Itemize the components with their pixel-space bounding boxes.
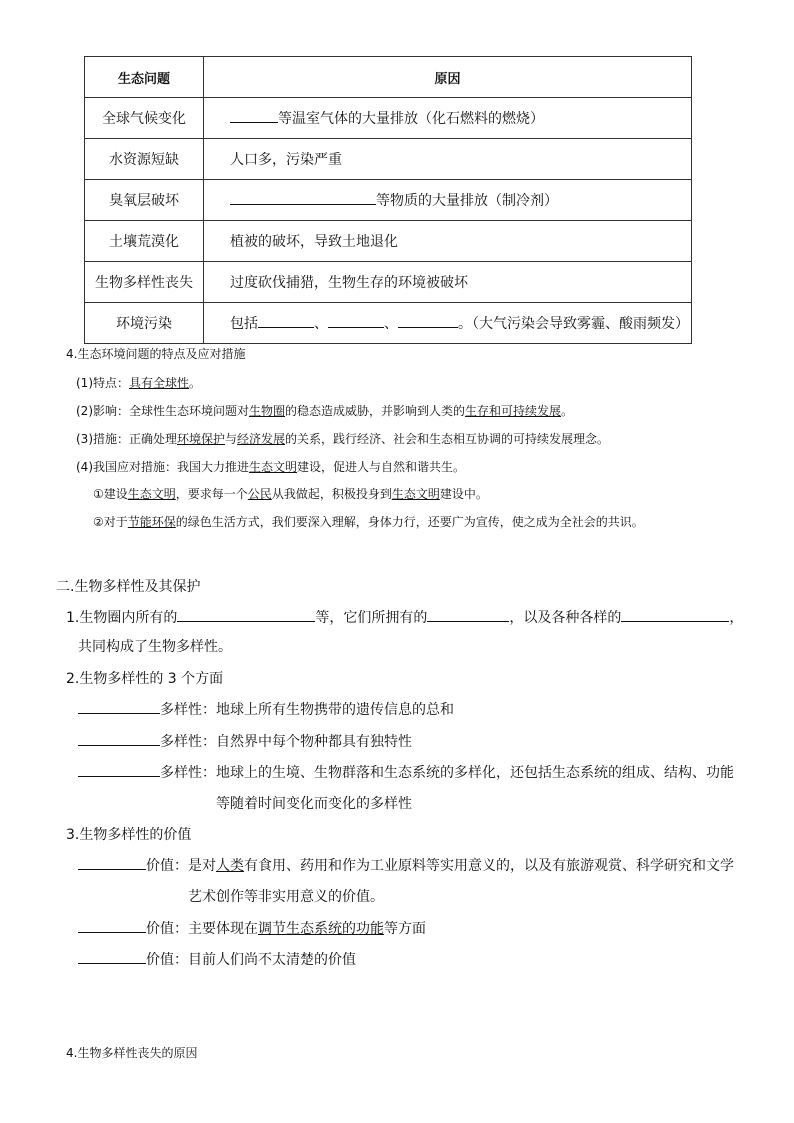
cause-cell (204, 303, 692, 344)
cause-text: 等物质的大量排放（制冷剂） (376, 193, 558, 209)
answer-blank[interactable] (177, 607, 315, 622)
cause-cell (204, 180, 692, 221)
table-row (85, 221, 692, 262)
label: (1)特点： (76, 376, 129, 390)
text: 的关系，践行经济、社会和生态相互协调的可持续发展理念。 (285, 432, 610, 446)
table-header-row (85, 57, 692, 98)
answer: 调节生态系统的功能 (258, 921, 384, 937)
text: 多样性：地球上所有生物携带的遗传信息的总和 (160, 702, 454, 718)
answer-blank[interactable] (230, 190, 376, 205)
section-4-title: 4.生态环境问题的特点及应对措施 (66, 347, 246, 361)
sub1-line (93, 485, 488, 502)
cause-cell: 过度砍伐捕猎，生物生存的环境被破坏 (204, 262, 692, 303)
problem-cell: 臭氧层破坏 (85, 180, 204, 221)
cause-cell (204, 98, 692, 139)
problem-cell: 土壤荒漠化 (85, 221, 204, 262)
table-row (85, 303, 692, 344)
aspect-cont: 等随着时间变化而变化的多样性 (216, 796, 412, 812)
impact-line (76, 402, 573, 419)
text: 价值：是对 (146, 858, 216, 874)
answer: 经济发展 (237, 432, 286, 446)
text: (4)我国应对措施：我国大力推进 (76, 460, 249, 474)
answer: 生存和可持续发展 (465, 404, 562, 418)
answer-blank[interactable] (78, 731, 160, 746)
china-line (76, 458, 465, 475)
table-row (85, 139, 692, 180)
answer: 生态文明 (127, 487, 176, 501)
answer-blank[interactable] (258, 313, 314, 328)
answer-blank[interactable] (78, 855, 146, 870)
answer: 生物圈 (249, 404, 286, 418)
problem-cell: 水资源短缺 (85, 139, 204, 180)
answer: 公民 (247, 487, 272, 501)
answer-blank[interactable] (78, 949, 146, 964)
cause-text: 包括 (230, 316, 258, 332)
problem-cell: 生物多样性丧失 (85, 262, 204, 303)
value-line (78, 918, 426, 938)
answer-blank[interactable] (427, 607, 509, 622)
text: ①建设 (93, 487, 128, 501)
text: (2)影响：全球性生态环境问题对 (76, 404, 249, 418)
text: 建设中。 (439, 487, 488, 501)
text: 的绿色生活方式，我们要深入理解，身体力行，还要广为宣传，使之成为全社会的共识。 (175, 515, 644, 529)
answer: 人类 (216, 858, 244, 874)
cause-text: 。（大气污染会导致雾霾、酸雨频发） (458, 316, 689, 332)
table-row (85, 98, 692, 139)
measure-line (76, 430, 609, 447)
part-2-heading: 二.生物多样性及其保护 (56, 579, 201, 595)
q1-line (66, 607, 743, 627)
text: 价值：主要体现在 (146, 921, 258, 937)
text: 的稳态造成威胁，并影响到人类的 (285, 404, 466, 418)
answer-blank[interactable] (230, 108, 278, 123)
q4-title: 4.生物多样性丧失的原因 (66, 1046, 198, 1060)
trait-line (76, 374, 201, 391)
header-problem: 生态问题 (85, 57, 204, 98)
header-cause: 原因 (204, 57, 692, 98)
aspect-line (78, 762, 734, 782)
text: 等方面 (384, 921, 426, 937)
sub2-line (93, 513, 644, 530)
text: 多样性：自然界中每个物种都具有独特性 (160, 734, 412, 750)
cause-cell: 植被的破坏，导致土地退化 (204, 221, 692, 262)
answer-blank[interactable] (78, 918, 146, 933)
problem-cell: 环境污染 (85, 303, 204, 344)
value-line (78, 949, 356, 969)
aspect-line (78, 731, 412, 751)
value-cont: 艺术创作等非实用意义的价值。 (188, 889, 384, 905)
separator: 、 (384, 316, 398, 332)
text: 与 (225, 432, 238, 446)
answer-blank[interactable] (621, 607, 729, 622)
answer-blank[interactable] (78, 699, 160, 714)
text: 价值：目前人们尚不太清楚的价值 (146, 952, 356, 968)
text: ②对于 (93, 515, 128, 529)
answer: 生态文明 (391, 487, 440, 501)
text: 从我做起，积极投身到 (271, 487, 392, 501)
eco-problems-table (84, 56, 692, 344)
cause-cell: 人口多，污染严重 (204, 139, 692, 180)
answer: 节能环保 (127, 515, 176, 529)
value-line (78, 855, 734, 875)
text: 有食用、药用和作为工业原料等实用意义的，以及有旅游观赏、科学研究和文学 (244, 858, 734, 874)
q1-cont: 共同构成了生物多样性。 (78, 639, 232, 655)
text: 等，它们所拥有的 (315, 610, 428, 626)
text: ，以及各种各样的 (509, 610, 622, 626)
text: ，要求每一个 (175, 487, 248, 501)
separator: 、 (314, 316, 328, 332)
text: 1.生物圈内所有的 (66, 610, 178, 626)
text: 多样性：地球上的生境、生物群落和生态系统的多样化，还包括生态系统的组成、结构、功能 (160, 765, 734, 781)
text: (3)措施：正确处理 (76, 432, 177, 446)
table-row (85, 180, 692, 221)
q2-title: 2.生物多样性的 3 个方面 (66, 671, 224, 687)
answer: 生态文明 (249, 460, 298, 474)
answer: 具有全球性 (129, 376, 190, 390)
punct: 。 (189, 376, 202, 390)
table-row (85, 262, 692, 303)
answer-blank[interactable] (78, 762, 160, 777)
answer-blank[interactable] (328, 313, 384, 328)
cause-text: 等温室气体的大量排放（化石燃料的燃烧） (278, 111, 544, 127)
text: 建设，促进人与自然和谐共生。 (297, 460, 466, 474)
answer: 环境保护 (177, 432, 226, 446)
text: 。 (561, 404, 574, 418)
text: ， (729, 610, 744, 626)
problem-cell: 全球气候变化 (85, 98, 204, 139)
answer-blank[interactable] (398, 313, 458, 328)
aspect-line (78, 699, 454, 719)
q3-title: 3.生物多样性的价值 (66, 827, 192, 843)
